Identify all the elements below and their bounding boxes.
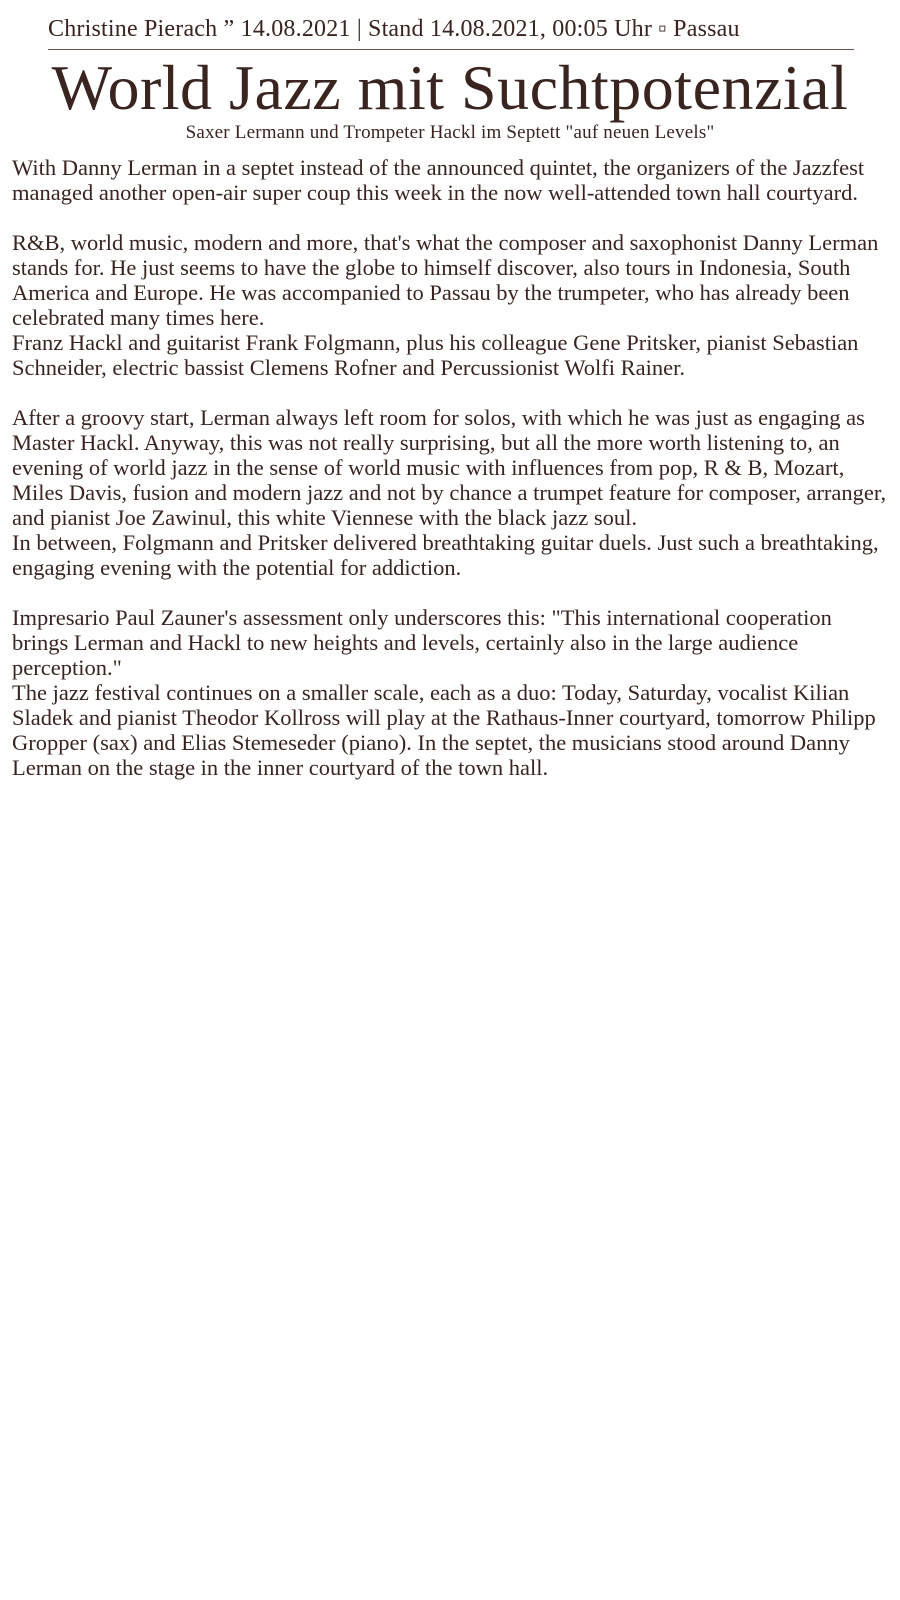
article-byline: Christine Pierach ˮ 14.08.2021 | Stand 14.08.2021, 00:05 Uhr ▫ Passau [48, 16, 740, 42]
article-subheadline: Saxer Lermann und Trompeter Hackl im Septett "auf neuen Levels" [185, 122, 715, 143]
body-paragraph: R&B, world music, modern and more, that's what the composer and saxophonist Danny Lerman stands for. He just seems to have the globe to himself discover, also tours in Indonesia, South America and Europe. He was accompanied to Passau by the trumpeter, who has already been celebrated many times here. [12, 230, 879, 330]
paragraph-spacer [12, 380, 892, 405]
body-paragraph: In between, Folgmann and Pritsker delivered breathtaking guitar duels. Just such a breathtaking, engaging evening with the potential for addiction. [12, 530, 879, 580]
body-paragraph: Impresario Paul Zauner's assessment only underscores this: "This international cooperation brings Lerman and Hackl to new heights and levels, certainly also in the large audience perception." [12, 605, 832, 680]
article-headline: World Jazz mit Suchtpotenzial [51, 52, 849, 123]
body-paragraph: With Danny Lerman in a septet instead of the announced quintet, the organizers of the Jazzfest managed another open-air super coup this week in the now well-attended town hall courtyard. [12, 155, 865, 205]
body-paragraph: Franz Hackl and guitarist Frank Folgmann, plus his colleague Gene Pritsker, pianist Sebastian Schneider, electric bassist Clemens Rofner and Percussionist Wolfi Rainer. [12, 330, 859, 380]
paragraph-spacer [12, 580, 892, 605]
body-paragraph: The jazz festival continues on a smaller scale, each as a duo: Today, Saturday, vocalist Kilian Sladek and pianist Theodor Kollross will play at the Rathaus-Inner courtyard, tomorrow Philipp Gropper (sax) and Elias Stemeseder (piano). In the septet, the musicians stood around Danny Lerman on the stage in the inner courtyard of the town hall. [12, 680, 876, 780]
byline-divider [48, 49, 854, 50]
paragraph-spacer [12, 205, 892, 230]
article-body [12, 155, 892, 780]
body-paragraph: After a groovy start, Lerman always left room for solos, with which he was just as engaging as Master Hackl. Anyway, this was not really surprising, but all the more worth listening to, an evening of world jazz in the sense of world music with influences from pop, R & B, Mozart, Miles Davis, fusion and modern jazz and not by chance a trumpet feature for composer, arranger, and pianist Joe Zawinul, this white Viennese with the black jazz soul. [12, 405, 887, 530]
